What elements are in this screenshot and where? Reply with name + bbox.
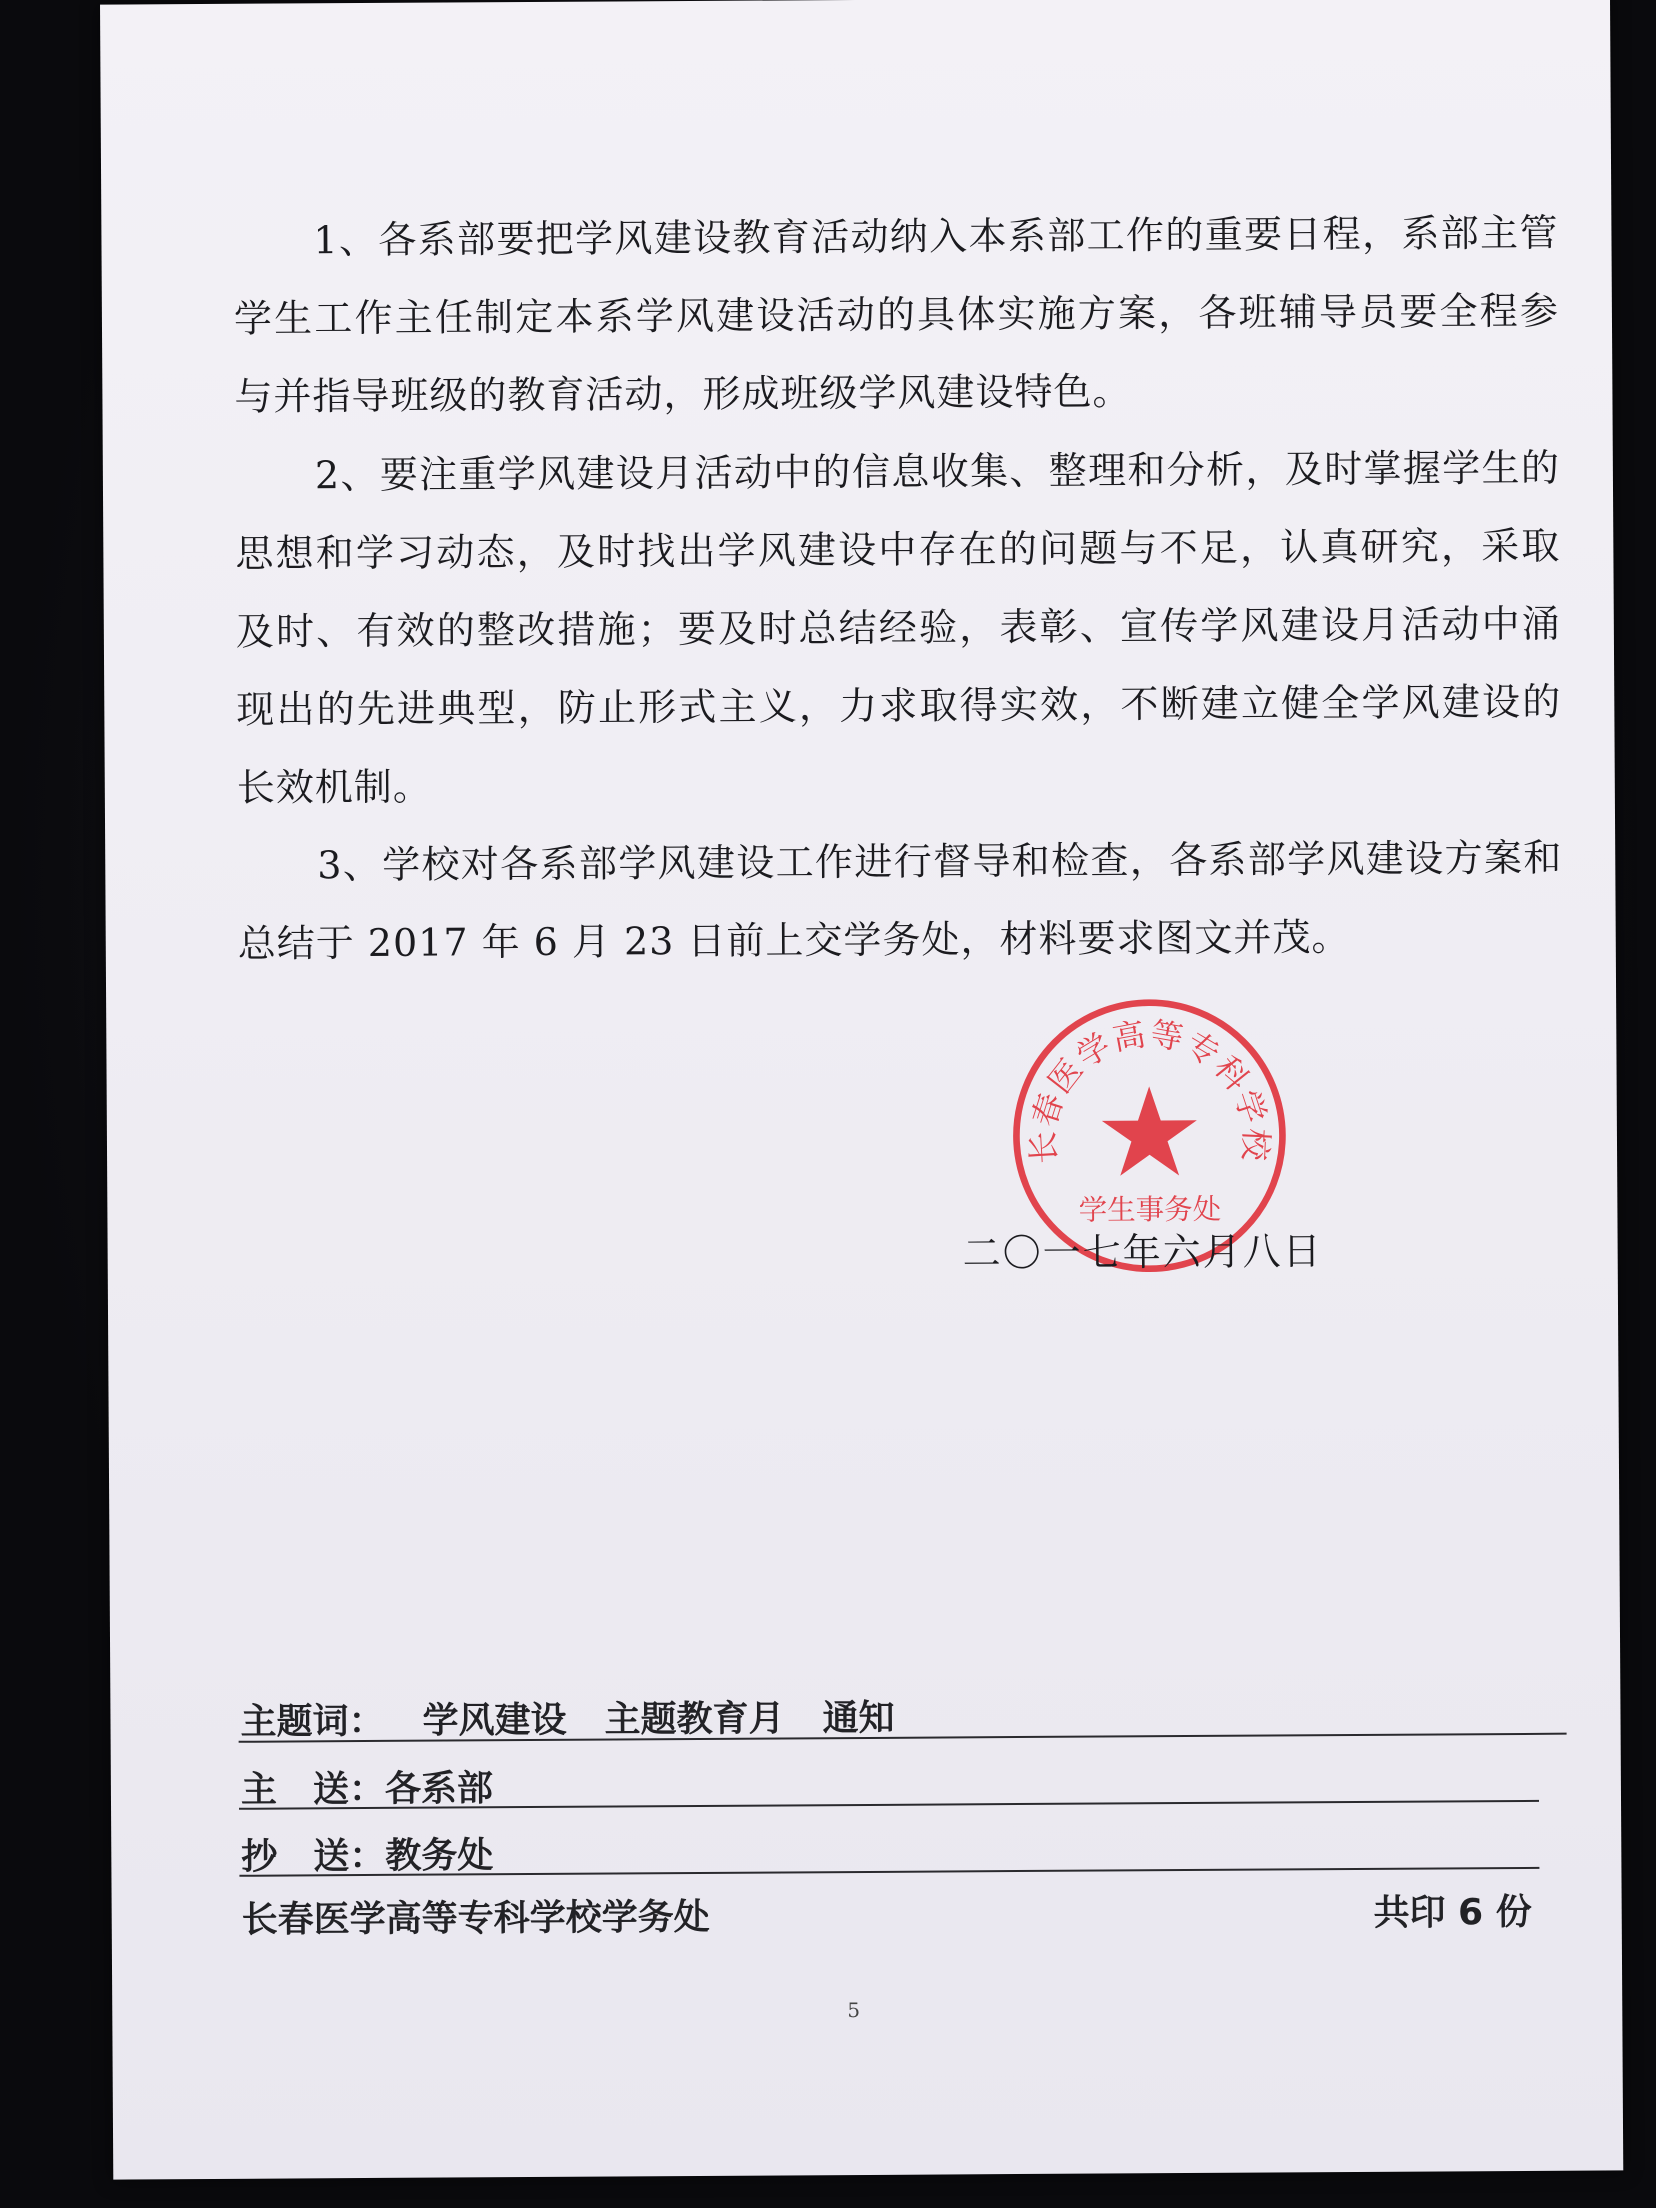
recipient-value: 各系部 [384, 1768, 494, 1810]
cc-label: 抄 送： [241, 1835, 386, 1878]
keywords-label: 主题词： [240, 1700, 385, 1743]
document-page [100, 0, 1623, 2180]
paragraph-2: 2、要注重学风建设月活动中的信息收集、整理和分析，及时掌握学生的思想和学习动态，及时找出学风建设中存在的问题与不足，认真研究，采取及时、有效的整改措施；要及时总结经验，表彰、宣传学风建设月活动中涌现出的先进典型，防止形式主义，力求取得实效，不断建立健全学风建设的长效机制。 [235, 445, 1562, 810]
keyword-item: 通知 [822, 1697, 895, 1740]
copies-count: 共印 6 份 [1373, 1891, 1532, 1934]
issuer-row [242, 1884, 1532, 1943]
issuer-name: 长春医学高等专科学校学务处 [241, 1896, 710, 1941]
seal-ring-text: 长春医学高等专科学校 [1023, 1014, 1276, 1165]
cc-value: 教务处 [385, 1835, 494, 1877]
keyword-item: 主题教育月 [604, 1698, 785, 1741]
page-number: 5 [847, 1998, 861, 2023]
recipient-row [241, 1760, 493, 1813]
signature-date: 二〇一七年六月八日 [962, 1229, 1323, 1276]
cc-row [241, 1827, 493, 1880]
paragraph-3: 3、学校对各系部学风建设工作进行督导和检查，各系部学风建设方案和总结于 2017 年 6 月 23 日前上交学务处，材料要求图文并茂。 [237, 835, 1563, 966]
keyword-item: 学风建设 [422, 1699, 567, 1742]
seal-bottom-text: 学生事务处 [1078, 1192, 1222, 1227]
star-icon [1102, 1086, 1198, 1176]
paragraph-1: 1、各系部要把学风建设教育活动纳入本系部工作的重要日程，系部主管学生工作主任制定本系学风建设活动的具体实施方案，各班辅导员要全程参与并指导班级的教育活动，形成班级学风建设特色。 [233, 210, 1560, 419]
recipient-label: 主 送： [240, 1768, 386, 1811]
